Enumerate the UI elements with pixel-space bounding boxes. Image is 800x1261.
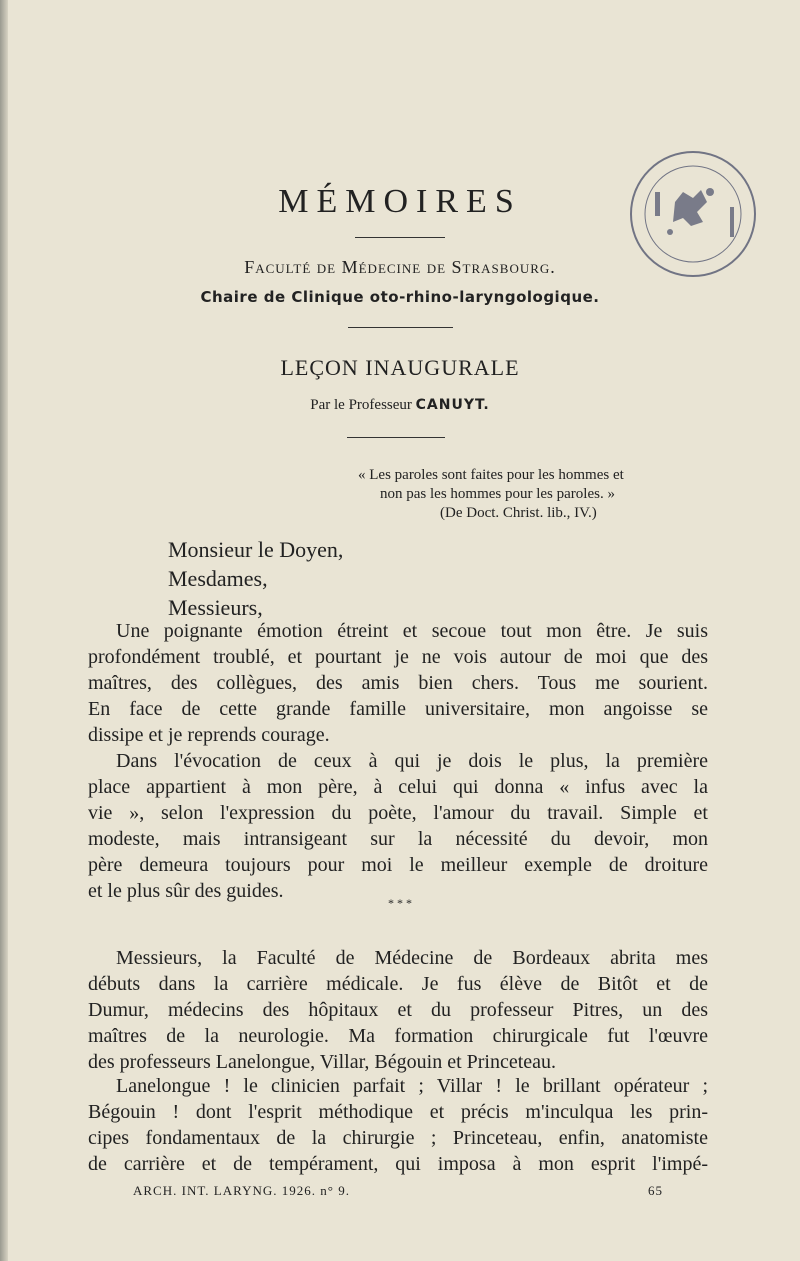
section-separator: * * *: [388, 896, 412, 910]
chair-divider: [348, 327, 453, 328]
paragraph-2: [88, 748, 708, 904]
text-line: cipes fondamentaux de la chirurgie ; Princeteau, enfin, anatomiste: [88, 1127, 708, 1149]
text-line: de carrière et de tempérament, qui imposa à mon esprit l'impé-: [88, 1153, 708, 1175]
text-line: débuts dans la carrière médicale. Je fus élève de Bitôt et de: [88, 973, 708, 995]
lecture-title: LEÇON INAUGURALE: [280, 355, 520, 380]
text-line: place appartient à mon père, à celui qui donna « infus avec la: [88, 776, 708, 798]
paragraph-4: [88, 1073, 708, 1177]
author-name: CANUYT.: [415, 397, 490, 413]
page-spine-shadow: [0, 0, 8, 1261]
text-line: profondément troublé, et pourtant je ne vois autour de moi que des: [88, 646, 708, 668]
author-divider: [347, 437, 445, 438]
text-line: maîtres, des collègues, des amis bien chers. Tous me sourient.: [88, 672, 708, 694]
page-number: 65: [648, 1183, 663, 1198]
text-line: vie », selon l'expression du poète, l'amour du travail. Simple et: [88, 802, 708, 824]
section-title: MÉMOIRES: [278, 183, 522, 220]
salutation: [168, 535, 343, 622]
text-line: Dumur, médecins des hôpitaux et du professeur Pitres, un des: [88, 999, 708, 1021]
text-line: Lanelongue ! le clinicien parfait ; Villar ! le brillant opérateur ;: [116, 1075, 708, 1097]
salutation-line: Mesdames,: [168, 566, 268, 591]
text-line: et le plus sûr des guides.: [88, 880, 284, 902]
chair-name: Chaire de Clinique oto-rhino-laryngologique.: [200, 288, 600, 306]
text-line: Bégouin ! dont l'esprit méthodique et précis m'inculqua les prin-: [88, 1101, 708, 1123]
epigraph: [358, 466, 728, 523]
text-line: des professeurs Lanelongue, Villar, Bégouin et Princeteau.: [88, 1051, 557, 1073]
faculty-name: Faculté de Médecine de Strasbourg.: [244, 257, 556, 277]
salutation-line: Monsieur le Doyen,: [168, 537, 344, 562]
text-line: Une poignante émotion étreint et secoue tout mon être. Je suis: [116, 620, 708, 642]
library-stamp: [615, 122, 765, 312]
text-line: En face de cette grande famille universitaire, mon angoisse se: [88, 698, 708, 720]
paragraph-3: [88, 945, 708, 1075]
journal-reference: ARCH. INT. LARYNG. 1926. n° 9.: [133, 1183, 350, 1198]
text-line: modeste, mais intransigeant sur la nécessité du devoir, mon: [88, 828, 708, 850]
text-line: dissipe et je reprends courage.: [88, 724, 330, 746]
epigraph-source: (De Doct. Christ. lib., IV.): [440, 505, 597, 521]
title-divider: [355, 237, 445, 238]
author-prefix: Par le Professeur: [310, 397, 412, 413]
text-line: Messieurs, la Faculté de Médecine de Bordeaux abrita mes: [116, 947, 708, 969]
epigraph-line: « Les paroles sont faites pour les hommes et: [358, 467, 624, 483]
salutation-line: Messieurs,: [168, 595, 263, 620]
epigraph-line: non pas les hommes pour les paroles. »: [380, 486, 615, 502]
paragraph-1: [88, 618, 708, 748]
author-line: [200, 397, 600, 414]
text-line: maîtres de la neurologie. Ma formation chirurgicale fut l'œuvre: [88, 1025, 708, 1047]
page-footer: [133, 1183, 663, 1199]
text-line: père demeura toujours pour moi le meilleur exemple de droiture: [88, 854, 708, 876]
text-line: Dans l'évocation de ceux à qui je dois le plus, la première: [116, 750, 708, 772]
